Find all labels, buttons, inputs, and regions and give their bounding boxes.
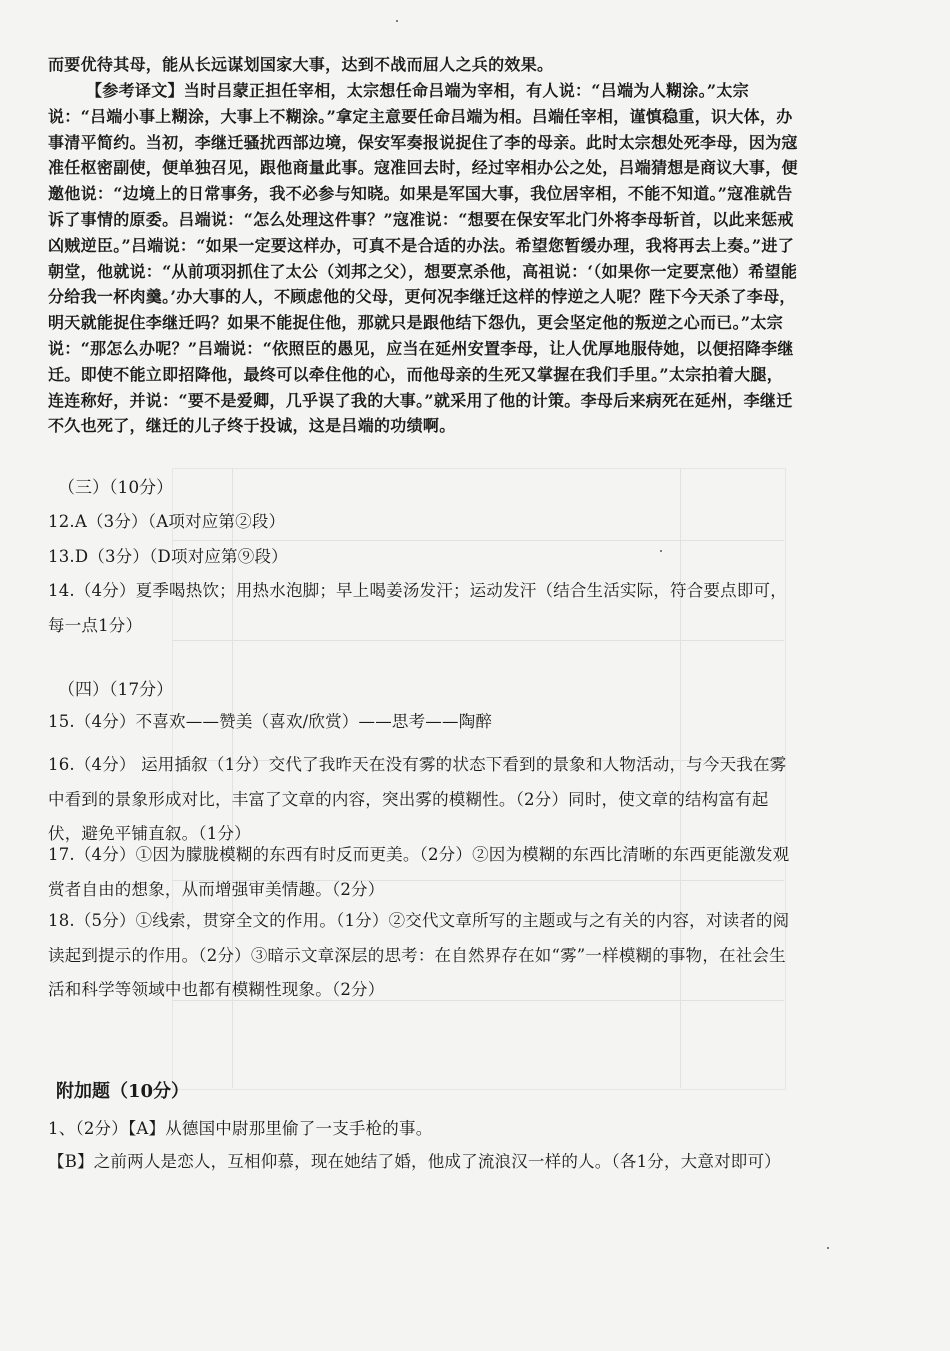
answer-14: 14.（4分）夏季喝热饮；用热水泡脚；早上喝姜汤发汗；运动发汗（结合生活实际，符合要点即可，每一点1分）	[48, 581, 787, 635]
answer-13: 13.D（3分）（D项对应第⑨段）	[48, 547, 288, 566]
bonus-answer-1: 1、（2分）【A】从德国中尉那里偷了一支手枪的事。	[48, 1119, 433, 1138]
answer-15: 15.（4分）不喜欢——赞美（喜欢/欣赏）——思考——陶醉	[48, 712, 493, 731]
scan-speck	[396, 20, 398, 22]
answer-12: 12.A（3分）（A项对应第②段）	[48, 512, 286, 531]
answer-16: 16.（4分） 运用插叙（1分）交代了我昨天在没有雾的状态下看到的景象和人物活动，与今天我在雾中看到的景象形成对比，丰富了文章的内容，突出雾的模糊性。（2分）同时，使文章的结构富有起伏，避免平铺直叙。（1分）	[48, 755, 787, 843]
translation-lead-line: 而要优待其母，能从长远谋划国家大事，达到不战而屈人之兵的效果。	[48, 55, 554, 74]
answer-17: 17.（4分）①因为朦胧模糊的东西有时反而更美。（2分）②因为模糊的东西比清晰的东西更能激发观赏者自由的想象，从而增强审美情趣。（2分）	[48, 845, 790, 899]
scan-speck	[827, 1247, 829, 1249]
bonus-heading: 附加题（10分）	[56, 1081, 190, 1102]
section-4-heading: （四）（17分）	[58, 680, 174, 700]
bonus-answer-2: 【B】之前两人是恋人，互相仰慕，现在她结了婚，他成了流浪汉一样的人。（各1分，大意对即可）	[48, 1152, 781, 1171]
scan-speck	[660, 550, 662, 552]
section-3-heading: （三）（10分）	[58, 478, 174, 498]
answer-18: 18.（5分）①线索，贯穿全文的作用。（1分）②交代文章所写的主题或与之有关的内容，对读者的阅读起到提示的作用。（2分）③暗示文章深层的思考：在自然界存在如“雾”一样模糊的事物，在社会生活和科学等领域中也都有模糊性现象。（2分）	[48, 911, 790, 999]
reference-translation: 【参考译文】当时吕蒙正担任宰相，太宗想任命吕端为宰相，有人说：“吕端为人糊涂。”太宗说：“吕端小事上糊涂，大事上不糊涂。”拿定主意要任命吕端为相。吕端任宰相，谨慎稳重，识大体，办事清平简约。当初，李继迁骚扰西部边境，保安军奏报说捉住了李的母亲。此时太宗想处死李母，因为寇准任枢密副使，便单独召见，跟他商量此事。寇准回去时，经过宰相办公之处，吕端猜想是商议大事，便邀他说：“边境上的日常事务，我不必参与知晓。如果是军国大事，我位居宰相，不能不知道。”寇准就告诉了事情的原委。吕端说：“怎么处理这件事？”寇准说：“想要在保安军北门外将李母斩首，以此来惩戒凶贼逆臣。”吕端说：“如果一定要这样办，可真不是合适的办法。希望您暂缓办理，我将再去上奏。”进了朝堂，他就说：“从前项羽抓住了太公（刘邦之父），想要烹杀他，高祖说：‘（如果你一定要烹他）希望能分给我一杯肉羹。’办大事的人，不顾虑他的父母，更何况李继迁这样的悖逆之人呢？陛下今天杀了李母，明天就能捉住李继迁吗？如果不能捉住他，那就只是跟他结下怨仇，更会坚定他的叛逆之心而已。”太宗说：“那怎么办呢？”吕端说：“依照臣的愚见，应当在延州安置李母，让人优厚地服侍她，以便招降李继迁。即使不能立即招降他，最终可以牵住他的心，而他母亲的生死又掌握在我们手里。”太宗拍着大腿，连连称好，并说：“要不是爱卿，几乎误了我的大事。”就采用了他的计策。李母后来病死在延州，李继迁不久也死了，继迁的儿子终于投诚，这是吕端的功绩啊。	[48, 81, 798, 436]
